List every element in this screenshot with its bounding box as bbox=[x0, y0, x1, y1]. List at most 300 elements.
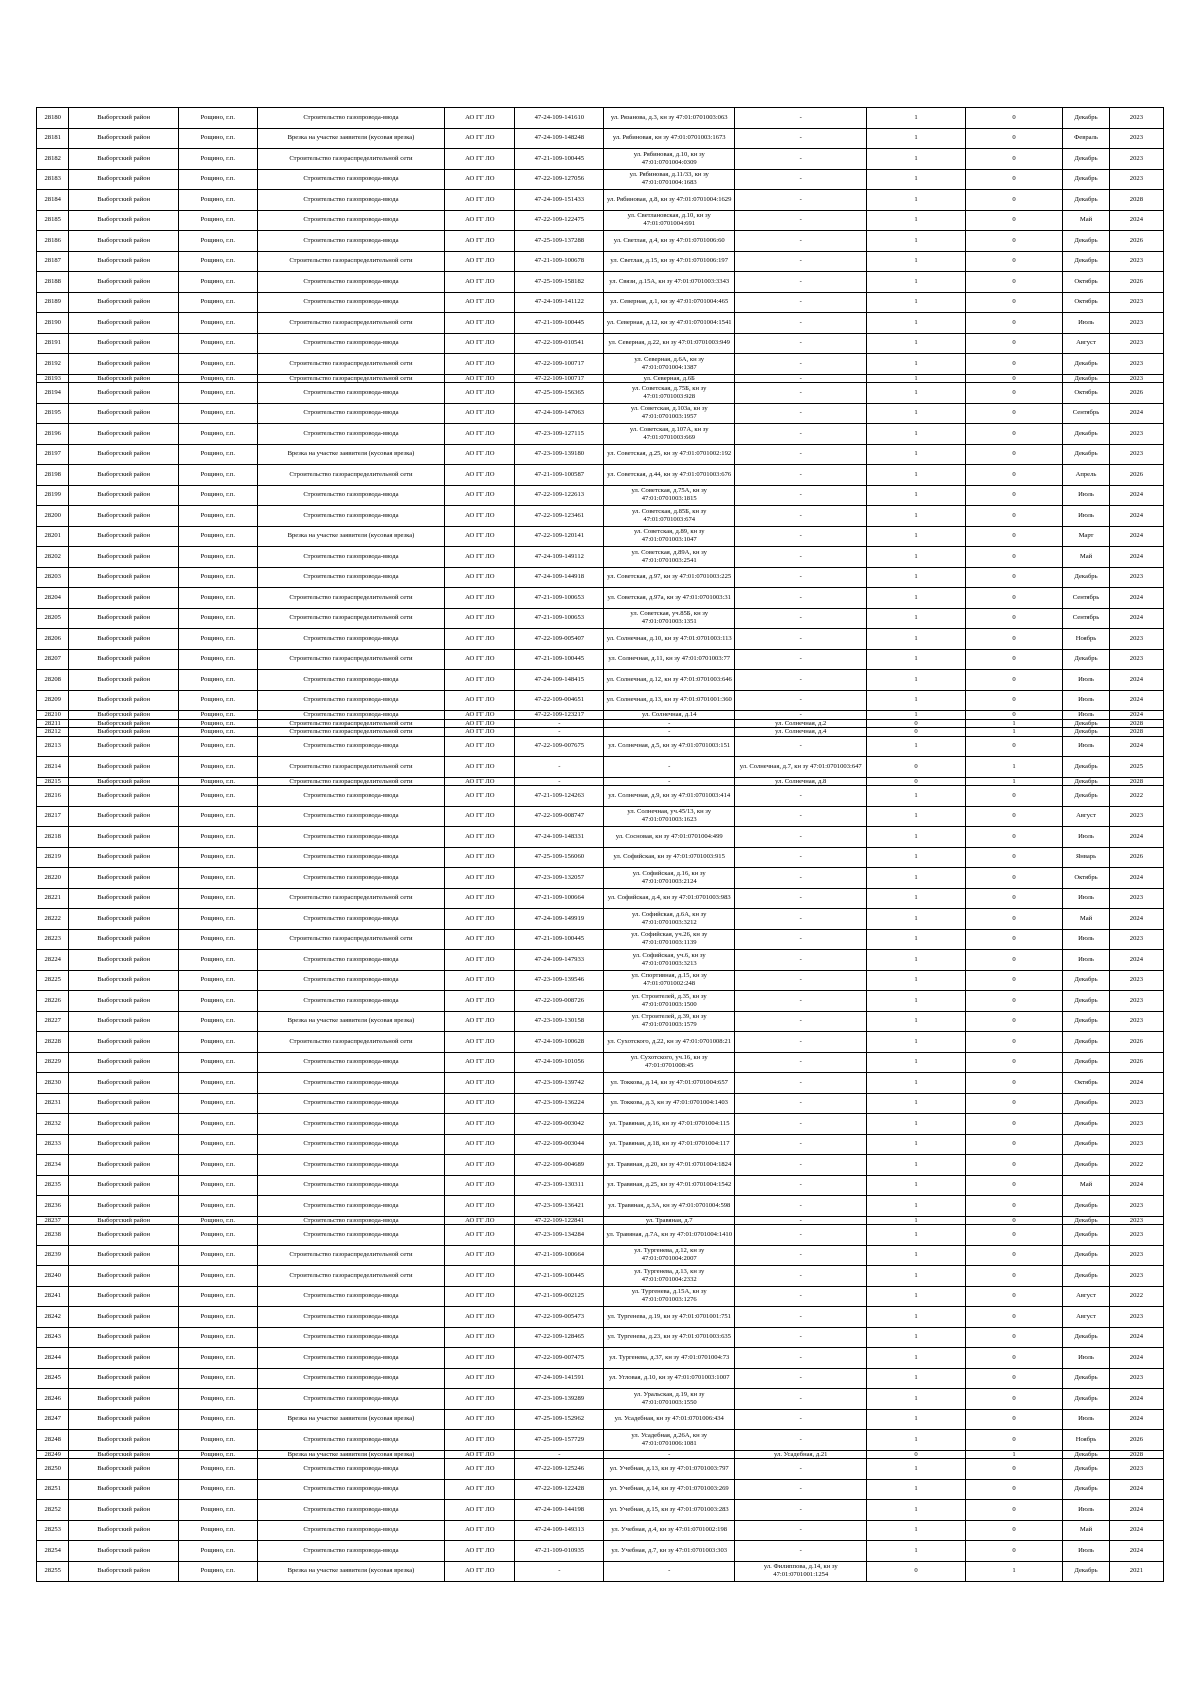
cell-planned-address: - bbox=[735, 608, 867, 629]
cell-month: Июль bbox=[1063, 690, 1110, 711]
cell-count-a: 1 bbox=[867, 231, 966, 252]
cell-district: Выборгский район bbox=[69, 786, 178, 807]
cell-planned-address: - bbox=[735, 690, 867, 711]
cell-month: Декабрь bbox=[1063, 1216, 1110, 1225]
cell-month: Апрель bbox=[1063, 465, 1110, 486]
cell-count-a: 1 bbox=[867, 1500, 966, 1521]
cell-count-a: 0 bbox=[867, 777, 966, 786]
cell-settlement: Рощино, г.п. bbox=[178, 1307, 257, 1328]
cell-count-b: 1 bbox=[965, 1561, 1062, 1582]
cell-year: 2023 bbox=[1109, 1245, 1163, 1266]
cell-count-b: 0 bbox=[965, 526, 1062, 547]
cell-request-number: 47-21-109-010935 bbox=[515, 1541, 604, 1562]
cell-district: Выборгский район bbox=[69, 190, 178, 211]
cell-row-number: 28223 bbox=[37, 929, 69, 950]
cell-request-number: 47-24-109-147933 bbox=[515, 950, 604, 971]
cell-planned-address: - bbox=[735, 251, 867, 272]
cell-district: Выборгский район bbox=[69, 1245, 178, 1266]
cell-district: Выборгский район bbox=[69, 608, 178, 629]
cell-count-a: 1 bbox=[867, 786, 966, 807]
table-row bbox=[37, 847, 1164, 868]
cell-address: ул. Тургенева, д.37, кн зу 47:01:0701004:73 bbox=[604, 1348, 735, 1369]
cell-settlement: Рощино, г.п. bbox=[178, 991, 257, 1012]
cell-request-number: 47-22-109-004651 bbox=[515, 690, 604, 711]
cell-year: 2023 bbox=[1109, 169, 1163, 190]
cell-address: ул. Рязанова, д.3, кн зу 47:01:0701003:063 bbox=[604, 108, 735, 129]
cell-count-b: 0 bbox=[965, 1134, 1062, 1155]
cell-month: Июль bbox=[1063, 1500, 1110, 1521]
cell-year: 2023 bbox=[1109, 333, 1163, 354]
cell-settlement: Рощино, г.п. bbox=[178, 272, 257, 293]
cell-row-number: 28221 bbox=[37, 888, 69, 909]
cell-settlement: Рощино, г.п. bbox=[178, 1114, 257, 1135]
table-row bbox=[37, 1327, 1164, 1348]
cell-count-a: 1 bbox=[867, 444, 966, 465]
cell-year: 2023 bbox=[1109, 292, 1163, 313]
cell-work-type: Строительство газопровода-ввода bbox=[257, 847, 444, 868]
table-row bbox=[37, 465, 1164, 486]
cell-settlement: Рощино, г.п. bbox=[178, 567, 257, 588]
cell-row-number: 28228 bbox=[37, 1032, 69, 1053]
cell-work-type: Строительство газопровода-ввода bbox=[257, 1286, 444, 1307]
cell-row-number: 28193 bbox=[37, 374, 69, 383]
cell-organization: АО ГГ ЛО bbox=[445, 374, 515, 383]
cell-district: Выборгский район bbox=[69, 567, 178, 588]
cell-work-type: Строительство газораспределительной сети bbox=[257, 465, 444, 486]
cell-organization: АО ГГ ЛО bbox=[445, 190, 515, 211]
cell-request-number: 47-24-109-147063 bbox=[515, 403, 604, 424]
cell-settlement: Рощино, г.п. bbox=[178, 506, 257, 527]
cell-count-b: 0 bbox=[965, 950, 1062, 971]
cell-count-a: 1 bbox=[867, 1327, 966, 1348]
table-row bbox=[37, 1114, 1164, 1135]
cell-request-number: 47-23-109-139742 bbox=[515, 1073, 604, 1094]
cell-count-a: 1 bbox=[867, 403, 966, 424]
cell-count-b: 0 bbox=[965, 629, 1062, 650]
cell-organization: АО ГГ ЛО bbox=[445, 1266, 515, 1287]
cell-district: Выборгский район bbox=[69, 1307, 178, 1328]
cell-request-number: 47-23-109-136224 bbox=[515, 1093, 604, 1114]
table-row bbox=[37, 1032, 1164, 1053]
cell-count-a: 1 bbox=[867, 1196, 966, 1217]
cell-planned-address: ул. Филиппова, д.14, кн зу 47:01:0701001:1254 bbox=[735, 1561, 867, 1582]
cell-address: ул. Рябиновая, д.11/33, кн зу 47:01:0701004:1683 bbox=[604, 169, 735, 190]
cell-month: Декабрь bbox=[1063, 728, 1110, 737]
cell-count-b: 0 bbox=[965, 424, 1062, 445]
cell-organization: АО ГГ ЛО bbox=[445, 506, 515, 527]
cell-district: Выборгский район bbox=[69, 1409, 178, 1430]
cell-month: Декабрь bbox=[1063, 1196, 1110, 1217]
cell-work-type: Строительство газопровода-ввода bbox=[257, 806, 444, 827]
table-row bbox=[37, 444, 1164, 465]
cell-organization: АО ГГ ЛО bbox=[445, 1286, 515, 1307]
cell-planned-address: - bbox=[735, 403, 867, 424]
table-row bbox=[37, 1520, 1164, 1541]
cell-year: 2023 bbox=[1109, 1134, 1163, 1155]
cell-organization: АО ГГ ЛО bbox=[445, 547, 515, 568]
cell-count-b: 0 bbox=[965, 970, 1062, 991]
cell-work-type: Строительство газораспределительной сети bbox=[257, 888, 444, 909]
cell-month: Декабрь bbox=[1063, 1052, 1110, 1073]
cell-district: Выборгский район bbox=[69, 1541, 178, 1562]
cell-request-number: 47-24-109-148415 bbox=[515, 670, 604, 691]
table-row bbox=[37, 719, 1164, 728]
cell-count-b: 0 bbox=[965, 292, 1062, 313]
cell-month: Сентябрь bbox=[1063, 403, 1110, 424]
cell-count-b: 0 bbox=[965, 231, 1062, 252]
cell-request-number: 47-24-109-149919 bbox=[515, 909, 604, 930]
cell-settlement: Рощино, г.п. bbox=[178, 231, 257, 252]
cell-work-type: Строительство газопровода-ввода bbox=[257, 1541, 444, 1562]
cell-address: ул. Травяная, д.18, кн зу 47:01:0701004:117 bbox=[604, 1134, 735, 1155]
table-row bbox=[37, 1348, 1164, 1369]
cell-row-number: 28237 bbox=[37, 1216, 69, 1225]
cell-request-number: 47-21-109-100445 bbox=[515, 149, 604, 170]
cell-district: Выборгский район bbox=[69, 444, 178, 465]
cell-count-b: 0 bbox=[965, 1479, 1062, 1500]
cell-organization: АО ГГ ЛО bbox=[445, 1307, 515, 1328]
cell-planned-address: - bbox=[735, 806, 867, 827]
cell-count-a: 1 bbox=[867, 272, 966, 293]
cell-organization: АО ГГ ЛО bbox=[445, 485, 515, 506]
cell-request-number: 47-24-109-100628 bbox=[515, 1032, 604, 1053]
cell-district: Выборгский район bbox=[69, 711, 178, 720]
cell-count-b: 0 bbox=[965, 1196, 1062, 1217]
cell-year: 2028 bbox=[1109, 777, 1163, 786]
cell-settlement: Рощино, г.п. bbox=[178, 690, 257, 711]
cell-planned-address: - bbox=[735, 1073, 867, 1094]
table-row bbox=[37, 292, 1164, 313]
cell-request-number: 47-25-109-157729 bbox=[515, 1430, 604, 1451]
cell-address: ул. Травяная, д.3А, кн зу 47:01:0701004:598 bbox=[604, 1196, 735, 1217]
cell-planned-address: - bbox=[735, 786, 867, 807]
cell-address: ул. Строителей, д.35, кн зу 47:01:0701003:1500 bbox=[604, 991, 735, 1012]
cell-planned-address: - bbox=[735, 333, 867, 354]
cell-year: 2024 bbox=[1109, 827, 1163, 848]
table-row bbox=[37, 1216, 1164, 1225]
cell-address: ул. Софийская, уч.26, кн зу 47:01:0701003:1139 bbox=[604, 929, 735, 950]
cell-count-a: 1 bbox=[867, 251, 966, 272]
cell-month: Декабрь bbox=[1063, 354, 1110, 375]
cell-month: Декабрь bbox=[1063, 108, 1110, 129]
table-row bbox=[37, 1389, 1164, 1410]
cell-settlement: Рощино, г.п. bbox=[178, 1520, 257, 1541]
cell-settlement: Рощино, г.п. bbox=[178, 1175, 257, 1196]
cell-planned-address: - bbox=[735, 588, 867, 609]
cell-row-number: 28234 bbox=[37, 1155, 69, 1176]
cell-address: ул. Учебная, д.13, кн зу 47:01:0701003:797 bbox=[604, 1459, 735, 1480]
cell-count-b: 0 bbox=[965, 711, 1062, 720]
cell-district: Выборгский район bbox=[69, 1216, 178, 1225]
cell-settlement: Рощино, г.п. bbox=[178, 1541, 257, 1562]
cell-row-number: 28229 bbox=[37, 1052, 69, 1073]
cell-planned-address: - bbox=[735, 1459, 867, 1480]
table-row bbox=[37, 403, 1164, 424]
cell-request-number: 47-22-109-125246 bbox=[515, 1459, 604, 1480]
cell-district: Выборгский район bbox=[69, 888, 178, 909]
cell-work-type: Строительство газопровода-ввода bbox=[257, 827, 444, 848]
cell-settlement: Рощино, г.п. bbox=[178, 1155, 257, 1176]
cell-month: Июль bbox=[1063, 506, 1110, 527]
cell-address: ул. Советская, д.97, кн зу 47:01:0701003:225 bbox=[604, 567, 735, 588]
cell-district: Выборгский район bbox=[69, 736, 178, 757]
cell-planned-address: ул. Солнечная, д.7, кн зу 47:01:0701003:647 bbox=[735, 757, 867, 778]
table-row bbox=[37, 374, 1164, 383]
cell-district: Выборгский район bbox=[69, 1052, 178, 1073]
cell-planned-address: - bbox=[735, 313, 867, 334]
cell-work-type: Врезка на участке заявителя (кусовая врезка) bbox=[257, 128, 444, 149]
cell-month: Июль bbox=[1063, 1348, 1110, 1369]
cell-request-number: - bbox=[515, 757, 604, 778]
cell-count-a: 0 bbox=[867, 1561, 966, 1582]
cell-planned-address: - bbox=[735, 108, 867, 129]
cell-request-number: 47-24-109-141122 bbox=[515, 292, 604, 313]
cell-district: Выборгский район bbox=[69, 868, 178, 889]
cell-request-number: 47-21-109-100587 bbox=[515, 465, 604, 486]
cell-address: ул. Светлановская, д.10, кн зу 47:01:0701004:691 bbox=[604, 210, 735, 231]
cell-row-number: 28201 bbox=[37, 526, 69, 547]
cell-request-number: 47-25-109-156060 bbox=[515, 847, 604, 868]
cell-planned-address: - bbox=[735, 190, 867, 211]
cell-year: 2023 bbox=[1109, 128, 1163, 149]
cell-request-number: 47-21-109-100445 bbox=[515, 929, 604, 950]
cell-settlement: Рощино, г.п. bbox=[178, 1134, 257, 1155]
cell-organization: АО ГГ ЛО bbox=[445, 108, 515, 129]
cell-work-type: Строительство газопровода-ввода bbox=[257, 1327, 444, 1348]
cell-address: ул. Софийская, кн зу 47:01:0701003:915 bbox=[604, 847, 735, 868]
cell-row-number: 28255 bbox=[37, 1561, 69, 1582]
table-row bbox=[37, 333, 1164, 354]
cell-district: Выборгский район bbox=[69, 526, 178, 547]
cell-month: Июль bbox=[1063, 950, 1110, 971]
cell-address: ул. Тургенева, д.12, кн зу 47:01:0701004:2007 bbox=[604, 1245, 735, 1266]
cell-count-a: 1 bbox=[867, 567, 966, 588]
cell-year: 2026 bbox=[1109, 1052, 1163, 1073]
cell-work-type: Строительство газопровода-ввода bbox=[257, 1520, 444, 1541]
document-page bbox=[36, 107, 1164, 1582]
cell-work-type: Строительство газопровода-ввода bbox=[257, 403, 444, 424]
cell-count-b: 0 bbox=[965, 374, 1062, 383]
cell-work-type: Строительство газопровода-ввода bbox=[257, 1307, 444, 1328]
cell-month: Декабрь bbox=[1063, 1450, 1110, 1459]
cell-planned-address: - bbox=[735, 629, 867, 650]
cell-count-b: 1 bbox=[965, 777, 1062, 786]
cell-row-number: 28243 bbox=[37, 1327, 69, 1348]
cell-request-number: 47-24-109-149112 bbox=[515, 547, 604, 568]
cell-row-number: 28189 bbox=[37, 292, 69, 313]
table-row bbox=[37, 272, 1164, 293]
cell-planned-address: - bbox=[735, 868, 867, 889]
cell-month: Декабрь bbox=[1063, 1479, 1110, 1500]
cell-settlement: Рощино, г.п. bbox=[178, 383, 257, 404]
cell-month: Октябрь bbox=[1063, 272, 1110, 293]
cell-address: ул. Советская, д.103а, кн зу 47:01:0701003:1957 bbox=[604, 403, 735, 424]
cell-district: Выборгский район bbox=[69, 827, 178, 848]
table-row bbox=[37, 1561, 1164, 1582]
cell-address: ул. Травяная, д.7А, кн зу 47:01:0701004:1410 bbox=[604, 1225, 735, 1246]
cell-planned-address: - bbox=[735, 292, 867, 313]
cell-row-number: 28192 bbox=[37, 354, 69, 375]
cell-year: 2026 bbox=[1109, 1032, 1163, 1053]
table-row bbox=[37, 1052, 1164, 1073]
cell-count-a: 1 bbox=[867, 608, 966, 629]
cell-count-a: 1 bbox=[867, 374, 966, 383]
cell-request-number: 47-23-109-139546 bbox=[515, 970, 604, 991]
cell-year: 2024 bbox=[1109, 506, 1163, 527]
cell-request-number: 47-21-109-100445 bbox=[515, 313, 604, 334]
cell-address: ул. Травяная, д.25, кн зу 47:01:0701004:1542 bbox=[604, 1175, 735, 1196]
cell-request-number: 47-23-109-136421 bbox=[515, 1196, 604, 1217]
cell-settlement: Рощино, г.п. bbox=[178, 719, 257, 728]
cell-planned-address: - bbox=[735, 1409, 867, 1430]
cell-year: 2021 bbox=[1109, 1561, 1163, 1582]
cell-address: - bbox=[604, 1450, 735, 1459]
cell-work-type: Строительство газопровода-ввода bbox=[257, 1093, 444, 1114]
cell-settlement: Рощино, г.п. bbox=[178, 806, 257, 827]
cell-count-a: 0 bbox=[867, 1450, 966, 1459]
cell-count-a: 1 bbox=[867, 690, 966, 711]
cell-count-a: 1 bbox=[867, 1430, 966, 1451]
cell-organization: АО ГГ ЛО bbox=[445, 383, 515, 404]
cell-count-a: 1 bbox=[867, 711, 966, 720]
cell-count-a: 1 bbox=[867, 1459, 966, 1480]
cell-count-b: 0 bbox=[965, 333, 1062, 354]
cell-organization: АО ГГ ЛО bbox=[445, 567, 515, 588]
cell-settlement: Рощино, г.п. bbox=[178, 1225, 257, 1246]
cell-planned-address: - bbox=[735, 1389, 867, 1410]
cell-year: 2024 bbox=[1109, 210, 1163, 231]
cell-organization: АО ГГ ЛО bbox=[445, 526, 515, 547]
cell-planned-address: - bbox=[735, 169, 867, 190]
cell-month: Декабрь bbox=[1063, 1225, 1110, 1246]
cell-work-type: Строительство газораспределительной сети bbox=[257, 374, 444, 383]
cell-address: - bbox=[604, 1561, 735, 1582]
cell-organization: АО ГГ ЛО bbox=[445, 1052, 515, 1073]
table-row bbox=[37, 1134, 1164, 1155]
cell-organization: АО ГГ ЛО bbox=[445, 888, 515, 909]
cell-address: ул. Софийская, уч.6, кн зу 47:01:0701003:3213 bbox=[604, 950, 735, 971]
cell-request-number: - bbox=[515, 719, 604, 728]
cell-work-type: Врезка на участке заявителя (кусовая врезка) bbox=[257, 1450, 444, 1459]
cell-planned-address: - bbox=[735, 827, 867, 848]
cell-count-a: 1 bbox=[867, 909, 966, 930]
cell-work-type: Строительство газопровода-ввода bbox=[257, 424, 444, 445]
cell-month: Август bbox=[1063, 1307, 1110, 1328]
table-row bbox=[37, 485, 1164, 506]
cell-month: Декабрь bbox=[1063, 1011, 1110, 1032]
cell-organization: АО ГГ ЛО bbox=[445, 1368, 515, 1389]
cell-request-number: 47-22-109-004689 bbox=[515, 1155, 604, 1176]
cell-count-b: 0 bbox=[965, 465, 1062, 486]
cell-count-b: 0 bbox=[965, 847, 1062, 868]
table-row bbox=[37, 690, 1164, 711]
cell-count-a: 1 bbox=[867, 128, 966, 149]
cell-work-type: Строительство газопровода-ввода bbox=[257, 991, 444, 1012]
cell-address: ул. Учебная, д.15, кн зу 47:01:0701003:283 bbox=[604, 1500, 735, 1521]
cell-settlement: Рощино, г.п. bbox=[178, 711, 257, 720]
cell-row-number: 28211 bbox=[37, 719, 69, 728]
table-row bbox=[37, 1011, 1164, 1032]
cell-address: ул. Советская, д.107А, кн зу 47:01:0701003:669 bbox=[604, 424, 735, 445]
cell-settlement: Рощино, г.п. bbox=[178, 444, 257, 465]
cell-count-a: 0 bbox=[867, 757, 966, 778]
cell-planned-address: - bbox=[735, 374, 867, 383]
cell-district: Выборгский район bbox=[69, 1450, 178, 1459]
cell-planned-address: - bbox=[735, 1541, 867, 1562]
cell-work-type: Строительство газораспределительной сети bbox=[257, 757, 444, 778]
cell-work-type: Строительство газопровода-ввода bbox=[257, 736, 444, 757]
cell-organization: АО ГГ ЛО bbox=[445, 1225, 515, 1246]
cell-row-number: 28252 bbox=[37, 1500, 69, 1521]
cell-month: Май bbox=[1063, 909, 1110, 930]
cell-settlement: Рощино, г.п. bbox=[178, 1245, 257, 1266]
cell-address: ул. Токкова, д.3, кн зу 47:01:0701004:1403 bbox=[604, 1093, 735, 1114]
cell-organization: АО ГГ ЛО bbox=[445, 354, 515, 375]
cell-settlement: Рощино, г.п. bbox=[178, 149, 257, 170]
cell-count-a: 1 bbox=[867, 383, 966, 404]
cell-request-number: 47-21-109-100653 bbox=[515, 588, 604, 609]
cell-planned-address: - bbox=[735, 888, 867, 909]
cell-count-a: 1 bbox=[867, 1225, 966, 1246]
cell-organization: АО ГГ ЛО bbox=[445, 719, 515, 728]
cell-settlement: Рощино, г.п. bbox=[178, 354, 257, 375]
cell-year: 2023 bbox=[1109, 108, 1163, 129]
cell-request-number: 47-21-109-100664 bbox=[515, 888, 604, 909]
cell-year: 2024 bbox=[1109, 1175, 1163, 1196]
table-row bbox=[37, 1266, 1164, 1287]
cell-work-type: Строительство газопровода-ввода bbox=[257, 1348, 444, 1369]
cell-organization: АО ГГ ЛО bbox=[445, 909, 515, 930]
cell-work-type: Строительство газопровода-ввода bbox=[257, 210, 444, 231]
cell-year: 2023 bbox=[1109, 1368, 1163, 1389]
cell-count-b: 0 bbox=[965, 736, 1062, 757]
cell-settlement: Рощино, г.п. bbox=[178, 1327, 257, 1348]
cell-settlement: Рощино, г.п. bbox=[178, 929, 257, 950]
cell-count-b: 0 bbox=[965, 1368, 1062, 1389]
cell-month: Май bbox=[1063, 210, 1110, 231]
cell-count-b: 0 bbox=[965, 690, 1062, 711]
cell-month: Июль bbox=[1063, 313, 1110, 334]
cell-row-number: 28187 bbox=[37, 251, 69, 272]
cell-count-a: 1 bbox=[867, 1286, 966, 1307]
cell-work-type: Врезка на участке заявителя (кусовая врезка) bbox=[257, 526, 444, 547]
cell-month: Декабрь bbox=[1063, 1114, 1110, 1135]
cell-row-number: 28247 bbox=[37, 1409, 69, 1430]
cell-year: 2023 bbox=[1109, 1266, 1163, 1287]
cell-work-type: Строительство газопровода-ввода bbox=[257, 1479, 444, 1500]
cell-settlement: Рощино, г.п. bbox=[178, 1266, 257, 1287]
cell-district: Выборгский район bbox=[69, 1459, 178, 1480]
cell-work-type: Строительство газопровода-ввода bbox=[257, 1073, 444, 1094]
cell-address: ул. Сосновая, кн зу 47:01:0701004:499 bbox=[604, 827, 735, 848]
cell-year: 2028 bbox=[1109, 728, 1163, 737]
cell-count-b: 0 bbox=[965, 547, 1062, 568]
cell-count-a: 1 bbox=[867, 888, 966, 909]
cell-month: Май bbox=[1063, 1175, 1110, 1196]
cell-year: 2024 bbox=[1109, 711, 1163, 720]
cell-settlement: Рощино, г.п. bbox=[178, 1430, 257, 1451]
cell-address: ул. Северная, д.12, кн зу 47:01:0701004:1541 bbox=[604, 313, 735, 334]
cell-planned-address: ул. Солнечная, д.8 bbox=[735, 777, 867, 786]
table-body bbox=[37, 108, 1164, 1582]
cell-address: ул. Сухотского, д.22, кн зу 47:01:0701008:21 bbox=[604, 1032, 735, 1053]
cell-address: ул. Сухотского, уч.16, кн зу 47:01:0701008:45 bbox=[604, 1052, 735, 1073]
cell-row-number: 28245 bbox=[37, 1368, 69, 1389]
cell-count-a: 0 bbox=[867, 719, 966, 728]
cell-request-number: 47-24-109-148248 bbox=[515, 128, 604, 149]
cell-address: ул. Советская, д.75А, кн зу 47:01:0701003:1815 bbox=[604, 485, 735, 506]
cell-month: Декабрь bbox=[1063, 1266, 1110, 1287]
